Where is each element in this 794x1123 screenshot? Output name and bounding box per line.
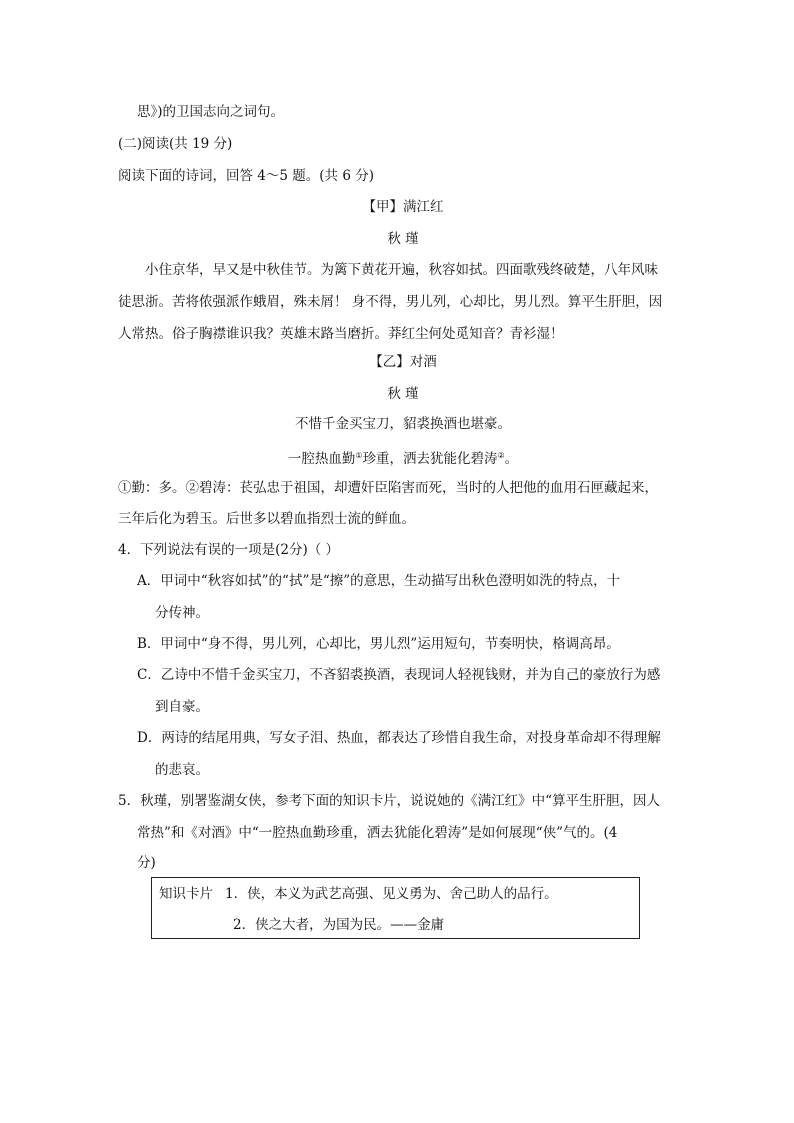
q4-option-a-line-2: 分传神。	[155, 605, 209, 621]
knowledge-card-label: 知识卡片	[159, 886, 213, 902]
knowledge-card-item-2: 2．侠之大者，为国为民。——金庸	[233, 917, 445, 933]
question-4-stem: 4．下列说法有误的一项是(2分)（ ）	[118, 542, 340, 558]
poem-b-line-1: 不惜千金买宝刀，貂裘换酒也堪豪。	[295, 416, 511, 432]
note-line-2: 三年后化为碧玉。后世多以碧血指烈士流的鲜血。	[118, 511, 415, 527]
q4-option-c-line-2: 到自豪。	[155, 699, 209, 715]
q4-option-d-line-2: 的悲哀。	[155, 762, 209, 778]
question-5-line-1: 5．秋瑾，别署鉴湖女侠，参考下面的知识卡片，说说她的《满江红》中“算平生肝胆，因人	[118, 793, 660, 809]
knowledge-card-item-1: 1．侠，本义为武艺高强、见义勇为、舍己助人的品行。	[225, 886, 558, 902]
poem-a-line-1: 小住京华，早又是中秋佳节。为篱下黄花开遍，秋容如拭。四面歌残终破楚，八年风味	[145, 262, 658, 278]
q4-option-c-line-1: C．乙诗中不惜千金买宝刀，不吝貂裘换酒，表现词人轻视钱财，并为自己的豪放行为感	[137, 667, 661, 683]
poem-b-line-2-c: 。	[504, 451, 519, 467]
poem-a-author: 秋 瑾	[387, 231, 419, 247]
q4-option-a-line-1: A．甲词中“秋容如拭”的“拭”是“擦”的意思，生动描写出秋色澄明如洗的特点，十	[137, 573, 621, 589]
poem-a-line-3: 人常热。俗子胸襟谁识我？英雄末路当磨折。莽红尘何处觅知音？青衫湿！	[118, 326, 564, 342]
footnote-marker-2: ②	[497, 451, 505, 460]
intro-line-1: 思》)的卫国志向之词句。	[137, 104, 285, 120]
knowledge-card	[151, 877, 640, 939]
poem-b-line-2-a: 一腔热血勤	[287, 451, 356, 467]
section-heading: (二)阅读(共 19 分)	[118, 136, 233, 152]
q4-option-d-line-1: D．两诗的结尾用典，写女子泪、热血，都表达了珍惜自我生命，对投身革命却不得理解	[137, 730, 661, 746]
q4-option-b: B．甲词中“身不得，男儿列，心却比，男儿烈”运用短句，节奏明快，格调高昂。	[137, 636, 620, 652]
poem-a-line-2: 徒思浙。苦将侬强派作蛾眉，殊未屑！ 身不得，男儿列，心却比，男儿烈。算平生肝胆，因	[118, 294, 663, 310]
poem-b-line-2-b: 珍重，洒去犹能化碧涛	[362, 451, 498, 467]
question-5-line-2: 常热”和《对酒》中“一腔热血勤珍重，洒去犹能化碧涛”是如何展现“侠”气的。(4	[137, 825, 618, 841]
note-line-1: ①勤：多。②碧涛：苌弘忠于祖国，却遭奸臣陷害而死，当时的人把他的血用石匣藏起来，	[118, 480, 658, 496]
poem-b-author: 秋 瑾	[387, 386, 419, 402]
question-5-line-3: 分)	[137, 855, 156, 871]
reading-instruction: 阅读下面的诗词，回答 4～5 题。(共 6 分)	[118, 168, 374, 184]
footnote-marker-1: ①	[355, 451, 363, 460]
poem-b-title: 【乙】对酒	[369, 354, 437, 370]
poem-a-title: 【甲】满江红	[362, 199, 444, 215]
poem-b-line-2	[118, 446, 688, 469]
